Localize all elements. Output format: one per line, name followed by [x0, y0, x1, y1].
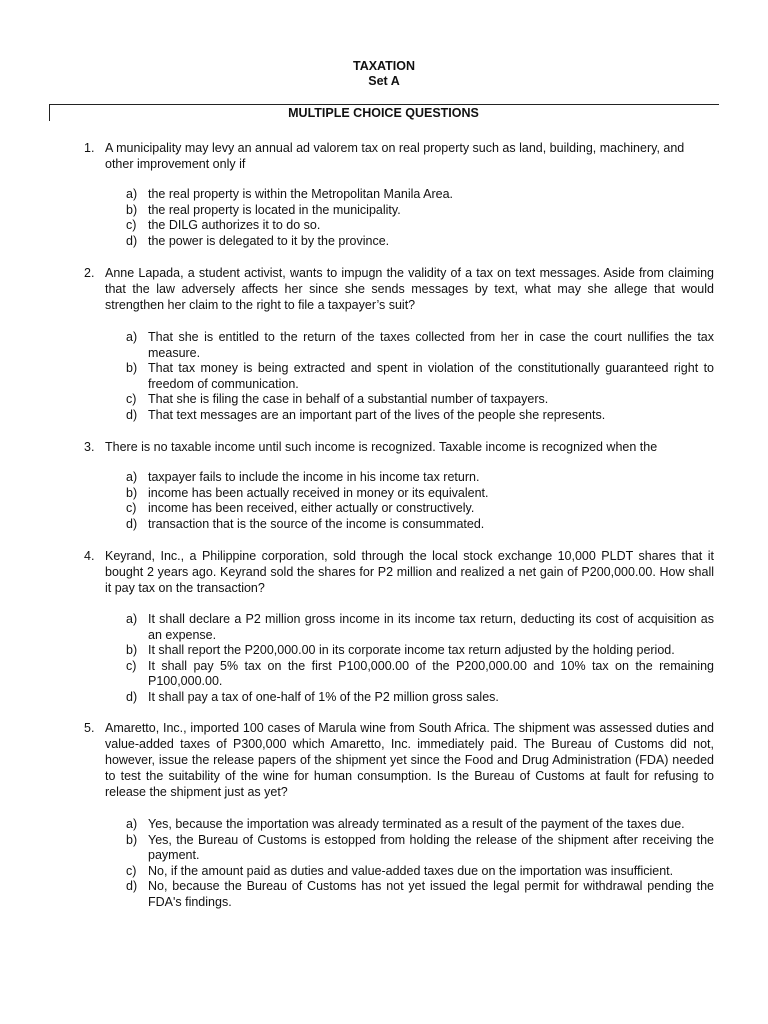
question-1: [84, 140, 714, 172]
option-d: d) It shall pay a tax of one-half of 1% of the P2 million gross sales.: [126, 689, 499, 704]
option-d: d) That text messages are an important part of the lives of the people she represents.: [126, 407, 606, 422]
option-d: d) No, because the Bureau of Customs has not yet issued the legal permit for withdrawal pending the FDA's findings.: [126, 879, 714, 909]
document-title: TAXATION: [352, 59, 416, 73]
question-1-options: [126, 187, 714, 249]
question-text: Keyrand, Inc., a Philippine corporation, sold through the local stock exchange 10,000 PLDT shares that it bought 2 years ago. Keyrand sold the shares for P2 million and realized a net gain of P200,000.00. How shall it pay tax on the transaction?: [105, 549, 714, 595]
option-d: d) transaction that is the source of the income is consummated.: [126, 516, 485, 531]
question-text: A municipality may levy an annual ad valorem tax on real property such as land, building, machinery, and other improvement only if: [105, 141, 685, 171]
option-b: b) It shall report the P200,000.00 in its corporate income tax return adjusted by the holding period.: [126, 643, 675, 657]
option-a: a) That she is entitled to the return of the taxes collected from her in case the court nullifies the tax measure.: [126, 330, 714, 360]
question-5-options: [126, 817, 714, 910]
section-title: MULTIPLE CHOICE QUESTIONS: [288, 106, 479, 120]
option-c: c) income has been received, either actually or constructively.: [126, 501, 475, 515]
question-number: 1.: [84, 141, 95, 155]
option-b: b) Yes, the Bureau of Customs is estopped from holding the release of the shipment after receiving the payment.: [126, 832, 714, 862]
question-number: 2.: [84, 266, 95, 280]
option-c: c) No, if the amount paid as duties and value-added taxes due on the importation was insufficient.: [126, 863, 674, 878]
option-b: b) income has been actually received in money or its equivalent.: [126, 485, 489, 500]
question-text: There is no taxable income until such income is recognized. Taxable income is recognized when the: [105, 440, 658, 454]
question-number: 5.: [84, 721, 95, 735]
question-4-options: [126, 612, 714, 705]
option-c: c) the DILG authorizes it to do so.: [126, 218, 321, 232]
document-subtitle: Set A: [368, 74, 400, 88]
question-3-options: [126, 470, 714, 532]
option-a: a) the real property is within the Metropolitan Manila Area.: [126, 187, 454, 201]
option-a: a) It shall declare a P2 million gross income in its income tax return, deducting its cost of acquisition as an expense.: [126, 612, 714, 642]
question-text: Anne Lapada, a student activist, wants to impugn the validity of a tax on text messages. Aside from claiming that the law adversely affects her since she sends messages by text, what may she allege that would strengthen her claim to the right to file a taxpayer’s suit?: [105, 266, 714, 312]
option-d: d) the power is delegated to it by the province.: [126, 233, 390, 248]
option-c: c) That she is filing the case in behalf of a substantial number of taxpayers.: [126, 392, 549, 406]
question-3: [84, 439, 714, 455]
option-c: c) It shall pay 5% tax on the first P100,000.00 of the P200,000.00 and 10% tax on the remaining P100,000.00.: [126, 658, 714, 688]
question-2-options: [126, 330, 714, 423]
question-2: [84, 265, 714, 313]
question-4: [84, 548, 714, 596]
option-b: b) the real property is located in the municipality.: [126, 202, 401, 217]
option-b: b) That tax money is being extracted and spent in violation of the constitutionally guaranteed right to freedom of communication.: [126, 361, 714, 391]
option-a: a) Yes, because the importation was already terminated as a result of the payment of the taxes due.: [126, 817, 685, 831]
question-number: 3.: [84, 440, 95, 454]
question-5: [84, 720, 714, 800]
question-number: 4.: [84, 549, 95, 563]
question-text: Amaretto, Inc., imported 100 cases of Marula wine from South Africa. The shipment was assessed duties and value-added taxes of P300,000 which Amaretto, Inc. immediately paid. The Bureau of Customs did not, however, issue the release papers of the shipment yet since the Food and Drug Administration (FDA) needed to test the suitability of the wine for human consumption. Is the Bureau of Customs at fault for refusing to release the shipment just as yet?: [105, 721, 714, 799]
option-a: a) taxpayer fails to include the income in his income tax return.: [126, 470, 480, 484]
